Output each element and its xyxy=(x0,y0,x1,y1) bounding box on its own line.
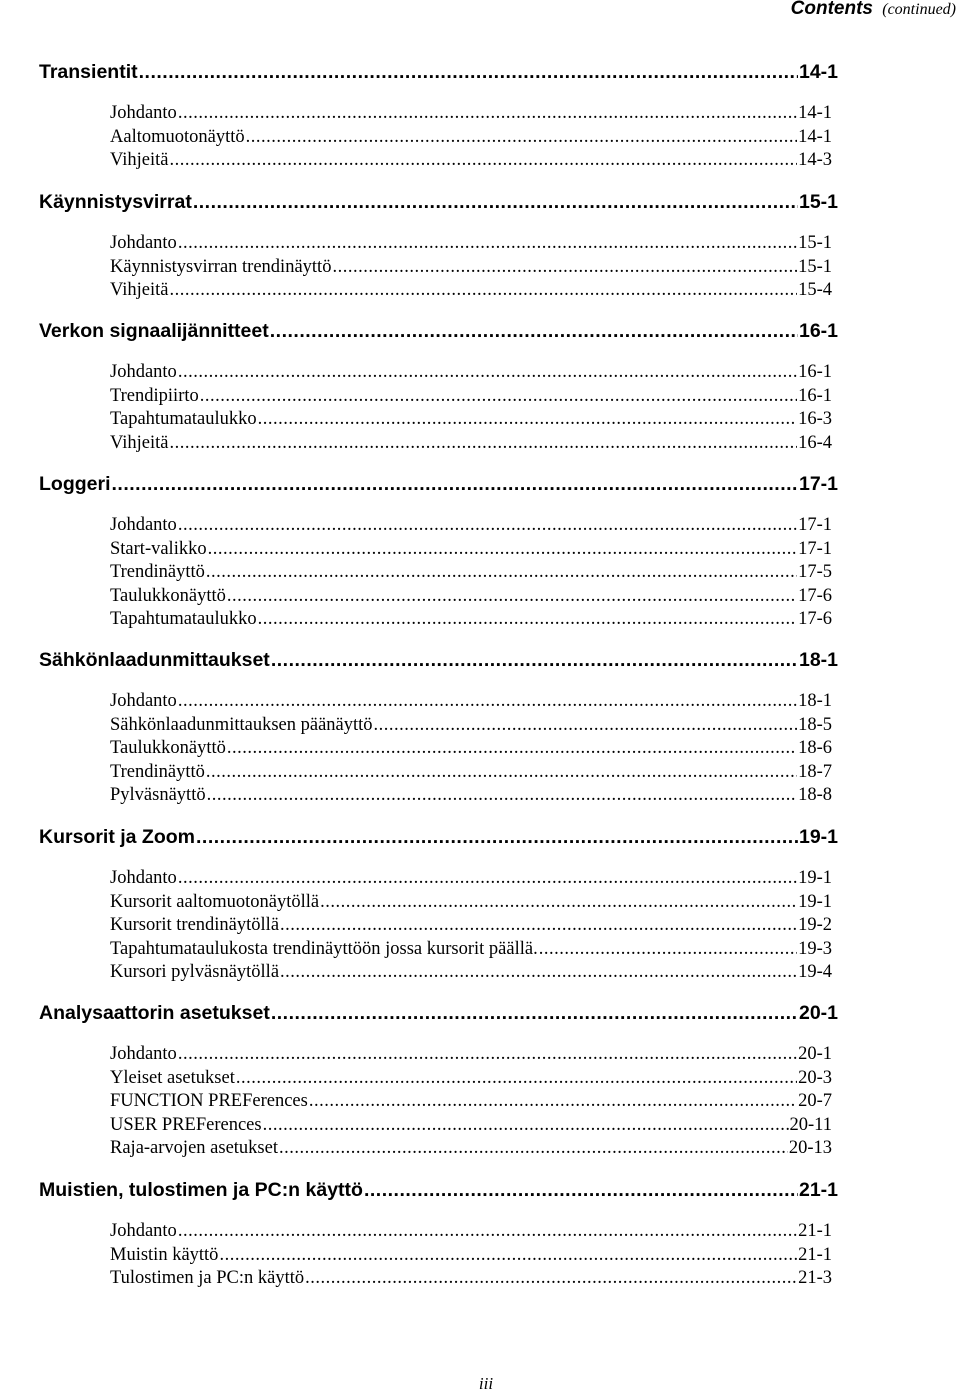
toc-entry[interactable] xyxy=(110,1042,832,1065)
dot-leader xyxy=(271,1002,798,1025)
toc-chapter-page: 21-1 xyxy=(798,1179,838,1201)
dot-leader xyxy=(206,562,797,583)
toc-entry-page: 18-8 xyxy=(798,785,832,805)
toc-entry-title: Pylväsnäyttö xyxy=(110,785,206,805)
toc-entry-title: Trendinäyttö xyxy=(110,562,205,582)
dot-leader xyxy=(178,868,797,889)
toc-chapter[interactable] xyxy=(39,1176,838,1202)
toc-entry-title: Aaltomuotonäyttö xyxy=(110,126,245,147)
toc-entry[interactable] xyxy=(110,231,832,254)
dot-leader xyxy=(258,609,797,630)
toc-chapter-page: 17-1 xyxy=(798,473,838,495)
toc-entry-page: 18-1 xyxy=(798,691,832,711)
dot-leader xyxy=(200,386,797,407)
dot-leader xyxy=(227,586,797,607)
toc-entry-page: 19-1 xyxy=(798,868,832,888)
toc-entry-title: Johdanto xyxy=(110,362,177,382)
toc-entry-title: Raja-arvojen asetukset xyxy=(110,1138,278,1158)
toc-entry-page: 20-1 xyxy=(798,1044,832,1064)
toc-entry-page: 21-1 xyxy=(798,1221,832,1241)
toc-chapter-page: 19-1 xyxy=(798,826,838,848)
toc-entry-title: Johdanto xyxy=(110,868,177,888)
toc-entry-title: Taulukkonäyttö xyxy=(110,585,226,606)
toc-chapter[interactable] xyxy=(39,188,838,214)
dot-leader xyxy=(364,1179,798,1202)
toc-entry-title: Tapahtumataulukosta trendinäyttöön jossa kursorit päällä. xyxy=(110,938,538,959)
toc-entry-page: 18-7 xyxy=(798,761,832,782)
toc-entry[interactable] xyxy=(110,937,832,960)
toc-entry-page: 17-1 xyxy=(798,515,832,535)
toc-entry[interactable] xyxy=(110,1243,832,1266)
toc-entry-page: 21-1 xyxy=(798,1244,832,1265)
header-title: Contents xyxy=(790,0,873,19)
dot-leader xyxy=(539,939,797,960)
toc-entry-page: 21-3 xyxy=(798,1268,832,1288)
toc-entry[interactable] xyxy=(110,890,832,913)
toc-chapter-title: Kursorit ja Zoom xyxy=(39,826,196,848)
toc-entry[interactable] xyxy=(110,960,832,983)
toc-entry-page: 17-5 xyxy=(798,562,832,582)
dot-leader xyxy=(236,1068,797,1089)
toc-entry[interactable] xyxy=(110,360,832,383)
toc-entry-title: USER PREFerences xyxy=(110,1114,262,1135)
dot-leader xyxy=(374,715,798,736)
dot-leader xyxy=(112,473,798,496)
toc-entry-title: Kursorit aaltomuotonäytöllä xyxy=(110,891,320,912)
toc-entry[interactable] xyxy=(110,1089,832,1112)
dot-leader xyxy=(208,539,797,560)
toc-entry[interactable] xyxy=(110,1266,832,1289)
toc-chapter-page: 18-1 xyxy=(798,649,838,671)
toc-entry[interactable] xyxy=(110,1136,832,1159)
toc-entry[interactable] xyxy=(110,384,832,407)
dot-leader xyxy=(178,233,797,254)
toc-entry-title: Kursorit trendinäytöllä xyxy=(110,915,280,935)
dot-leader xyxy=(178,1044,797,1065)
toc-chapter[interactable] xyxy=(39,646,838,672)
toc-entry[interactable] xyxy=(110,125,832,148)
dot-leader xyxy=(263,1115,789,1136)
toc-entry-title: Käynnistysvirran trendinäyttö xyxy=(110,256,332,277)
toc-entry[interactable] xyxy=(110,537,832,560)
toc-entry-title: Vihjeitä xyxy=(110,432,169,453)
toc-entry-title: Johdanto xyxy=(110,233,177,253)
dot-leader xyxy=(139,61,798,84)
toc-entry[interactable] xyxy=(110,513,832,536)
toc-chapter-title: Verkon signaalijännitteet xyxy=(39,320,269,342)
dot-leader xyxy=(219,1245,797,1266)
toc-entry-title: Tapahtumataulukko xyxy=(110,409,257,429)
toc-entry-page: 18-6 xyxy=(798,738,832,758)
dot-leader xyxy=(169,280,797,301)
toc-entry[interactable] xyxy=(110,560,832,583)
toc-chapter-title: Sähkönlaadunmittaukset xyxy=(39,649,270,671)
toc-entry[interactable] xyxy=(110,407,832,430)
toc-chapter-page: 15-1 xyxy=(798,191,838,213)
toc-entry[interactable] xyxy=(110,1219,832,1242)
dot-leader xyxy=(246,127,797,148)
dot-leader xyxy=(258,409,797,430)
dot-leader xyxy=(196,826,798,849)
toc-entry-title: Taulukkonäyttö xyxy=(110,738,226,758)
running-header xyxy=(791,0,956,20)
toc-entry[interactable] xyxy=(110,278,832,301)
dot-leader xyxy=(279,1138,788,1159)
toc-entry-title: Johdanto xyxy=(110,515,177,535)
toc-entry[interactable] xyxy=(110,760,832,783)
dot-leader xyxy=(280,915,797,936)
toc-entry-page: 19-2 xyxy=(798,915,832,935)
dot-leader xyxy=(193,191,798,214)
toc-entry-title: Yleiset asetukset xyxy=(110,1067,235,1088)
toc-chapter-title: Käynnistysvirrat xyxy=(39,191,192,213)
toc-chapter[interactable] xyxy=(39,317,838,343)
toc-entry[interactable] xyxy=(110,607,832,630)
toc-entry-title: Vihjeitä xyxy=(110,280,169,300)
page-number: iii xyxy=(478,1374,494,1393)
dot-leader xyxy=(207,785,797,806)
dot-leader xyxy=(332,257,797,278)
toc-entry-page: 19-1 xyxy=(798,891,832,912)
toc-entry-page: 15-1 xyxy=(798,256,832,277)
toc-entry-page: 16-4 xyxy=(798,432,832,453)
toc-entry-title: Tapahtumataulukko xyxy=(110,609,257,629)
toc-entry[interactable] xyxy=(110,736,832,759)
toc-entry-title: Trendipiirto xyxy=(110,385,199,406)
dot-leader xyxy=(309,1091,797,1112)
toc-entry-page: 19-4 xyxy=(798,962,832,982)
toc-chapter-title: Analysaattorin asetukset xyxy=(39,1002,270,1024)
header-continued: (continued) xyxy=(882,1,956,18)
toc-chapter-page: 20-1 xyxy=(798,1002,838,1024)
dot-leader xyxy=(280,962,797,983)
toc-entry-page: 15-1 xyxy=(798,233,832,253)
toc-entry-page: 16-3 xyxy=(798,409,832,429)
toc-entry-page: 14-3 xyxy=(798,150,832,170)
dot-leader xyxy=(271,649,798,672)
toc-chapter[interactable] xyxy=(39,823,838,849)
toc-entry-page: 20-11 xyxy=(789,1114,832,1135)
dot-leader xyxy=(178,1221,797,1242)
toc-chapter-page: 14-1 xyxy=(798,61,838,83)
toc-entry[interactable] xyxy=(110,255,832,278)
toc-entry[interactable] xyxy=(110,713,832,736)
toc-entry-title: Trendinäyttö xyxy=(110,761,205,782)
toc-entry[interactable] xyxy=(110,689,832,712)
toc-entry[interactable] xyxy=(110,913,832,936)
toc-entry[interactable] xyxy=(110,431,832,454)
toc-entry-page: 14-1 xyxy=(798,103,832,123)
dot-leader xyxy=(320,892,797,913)
toc-entry-page: 20-7 xyxy=(798,1091,832,1111)
toc-entry-page: 18-5 xyxy=(798,714,832,735)
toc-chapter[interactable] xyxy=(39,999,838,1025)
toc-entry[interactable] xyxy=(110,866,832,889)
toc-entry[interactable] xyxy=(110,1113,832,1136)
toc-entry-title: Muistin käyttö xyxy=(110,1244,219,1265)
toc-entry[interactable] xyxy=(110,1066,832,1089)
toc-entry-title: Vihjeitä xyxy=(110,150,169,170)
toc-entry-title: Sähkönlaadunmittauksen päänäyttö xyxy=(110,714,373,735)
toc-chapter[interactable] xyxy=(39,58,838,84)
dot-leader xyxy=(227,738,797,759)
toc-entry-page: 16-1 xyxy=(798,362,832,382)
toc-entry-title: Johdanto xyxy=(110,1044,177,1064)
toc-chapter-title: Transientit xyxy=(39,61,138,83)
toc-entry-title: Johdanto xyxy=(110,1221,177,1241)
toc-entry-page: 14-1 xyxy=(798,126,832,147)
toc-entry-page: 15-4 xyxy=(798,280,832,300)
dot-leader xyxy=(270,320,798,343)
dot-leader xyxy=(178,515,797,536)
toc-chapter[interactable] xyxy=(39,470,838,496)
dot-leader xyxy=(178,103,797,124)
toc-entry-title: Kursori pylväsnäytöllä xyxy=(110,962,280,982)
toc-entry[interactable] xyxy=(110,148,832,171)
toc-entry-title: FUNCTION PREFerences xyxy=(110,1091,308,1111)
dot-leader xyxy=(305,1268,797,1289)
dot-leader xyxy=(169,150,797,171)
toc-entry-title: Johdanto xyxy=(110,691,177,711)
dot-leader xyxy=(178,362,797,383)
toc-entry-title: Johdanto xyxy=(110,103,177,123)
toc-entry-title: Tulostimen ja PC:n käyttö xyxy=(110,1268,305,1288)
toc-entry[interactable] xyxy=(110,783,832,806)
toc-chapter-page: 16-1 xyxy=(798,320,838,342)
toc-chapter-title: Muistien, tulostimen ja PC:n käyttö xyxy=(39,1179,363,1201)
toc-chapter-title: Loggeri xyxy=(39,473,111,495)
toc-entry-title: Start-valikko xyxy=(110,538,207,559)
toc-entry-page: 19-3 xyxy=(798,938,832,959)
toc-entry-page: 20-3 xyxy=(798,1067,832,1088)
dot-leader xyxy=(169,433,797,454)
toc-entry-page: 17-6 xyxy=(798,585,832,606)
toc-entry-page: 17-6 xyxy=(798,609,832,629)
toc-entry[interactable] xyxy=(110,101,832,124)
toc-entry-page: 17-1 xyxy=(798,538,832,559)
toc-entry-page: 16-1 xyxy=(798,385,832,406)
dot-leader xyxy=(178,691,797,712)
dot-leader xyxy=(206,762,797,783)
toc-entry[interactable] xyxy=(110,584,832,607)
toc-entry-page: 20-13 xyxy=(788,1138,832,1158)
